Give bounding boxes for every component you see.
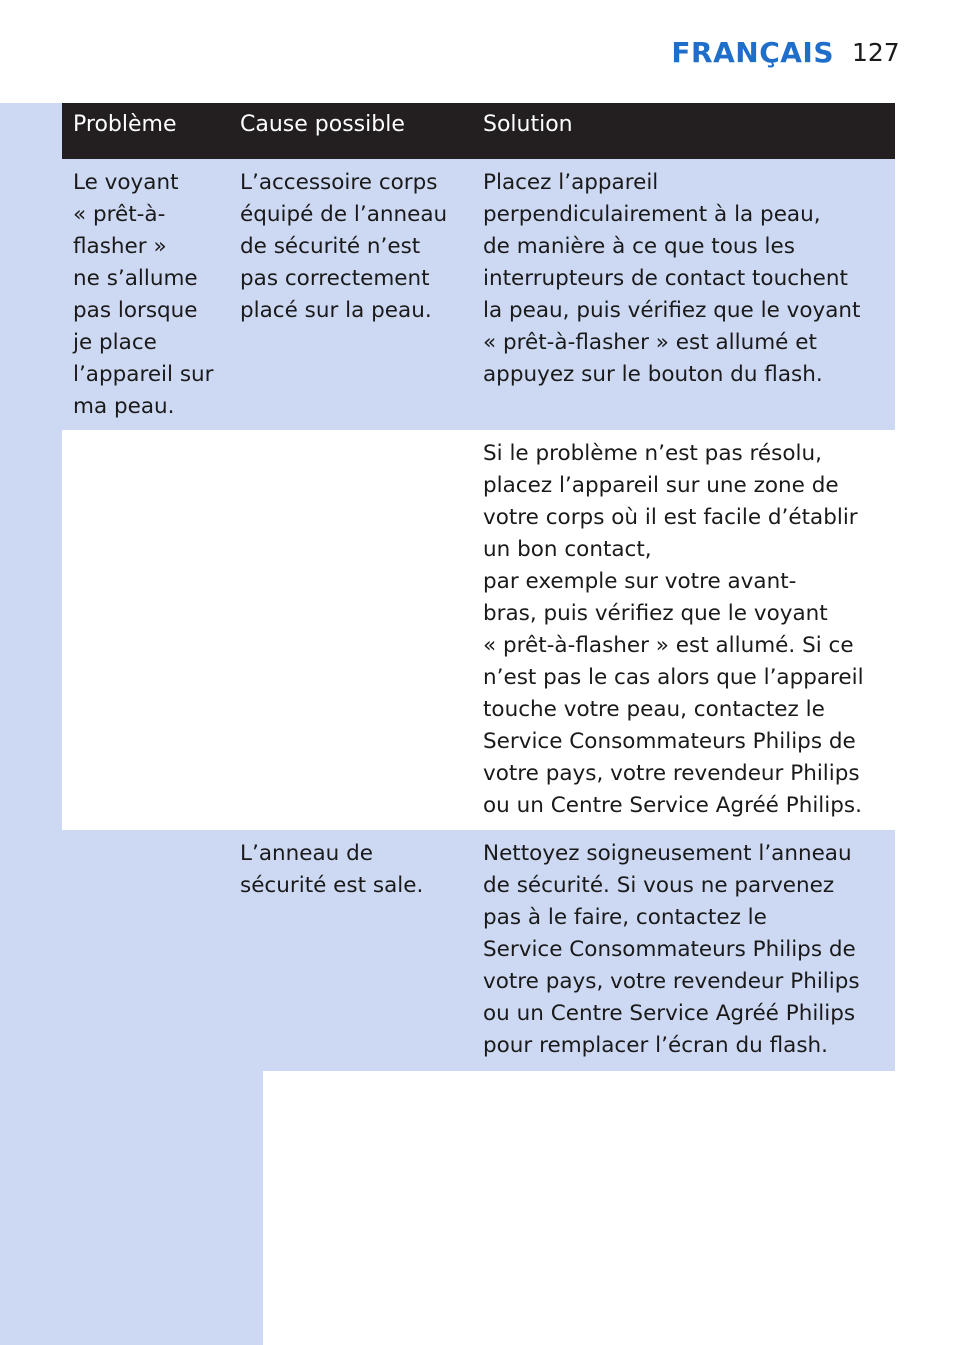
page-number: 127 xyxy=(852,38,900,67)
column-header-cause: Cause possible xyxy=(240,112,405,137)
section-title: FRANÇAIS xyxy=(671,36,834,69)
problem-cell: Le voyant « prêt-à- flasher » ne s’allume pas lorsque je place l’appareil sur ma peau. xyxy=(73,170,214,419)
column-header-problem: Problème xyxy=(73,112,177,137)
solution-cell: Si le problème n’est pas résolu, placez l’appareil sur une zone de votre corps où il est facile d’établir un bon contact, par exemple sur votre avant- bras, puis vérifiez que le voyant « prêt-à-flasher » est allumé. Si ce n’est pas le cas alors que l’appareil touche votre peau, contactez le Service Consommateurs Philips de votre pays, votre revendeur Philips ou un Centre Service Agréé Philips. xyxy=(483,441,864,818)
table-row xyxy=(62,159,895,430)
column-header-solution: Solution xyxy=(483,112,573,137)
cause-cell: L’accessoire corps équipé de l’anneau de sécurité n’est pas correctement placé sur la peau. xyxy=(240,170,448,323)
troubleshooting-table xyxy=(62,103,895,1071)
solution-cell: Nettoyez soigneusement l’anneau de sécurité. Si vous ne parvenez pas à le faire, contactez le Service Consommateurs Philips de votre pays, votre revendeur Philips ou un Centre Service Agréé Philips pour remplacer l’écran du flash. xyxy=(483,841,860,1058)
solution-cell: Placez l’appareil perpendiculairement à la peau, de manière à ce que tous les interrupteurs de contact touchent la peau, puis vérifiez que le voyant « prêt-à-flasher » est allumé et appuyez sur le bouton du flash. xyxy=(483,170,861,387)
table-row xyxy=(62,430,895,830)
table-row xyxy=(62,830,895,1071)
table-header-row xyxy=(62,103,895,159)
cause-cell: L’anneau de sécurité est sale. xyxy=(240,841,424,898)
